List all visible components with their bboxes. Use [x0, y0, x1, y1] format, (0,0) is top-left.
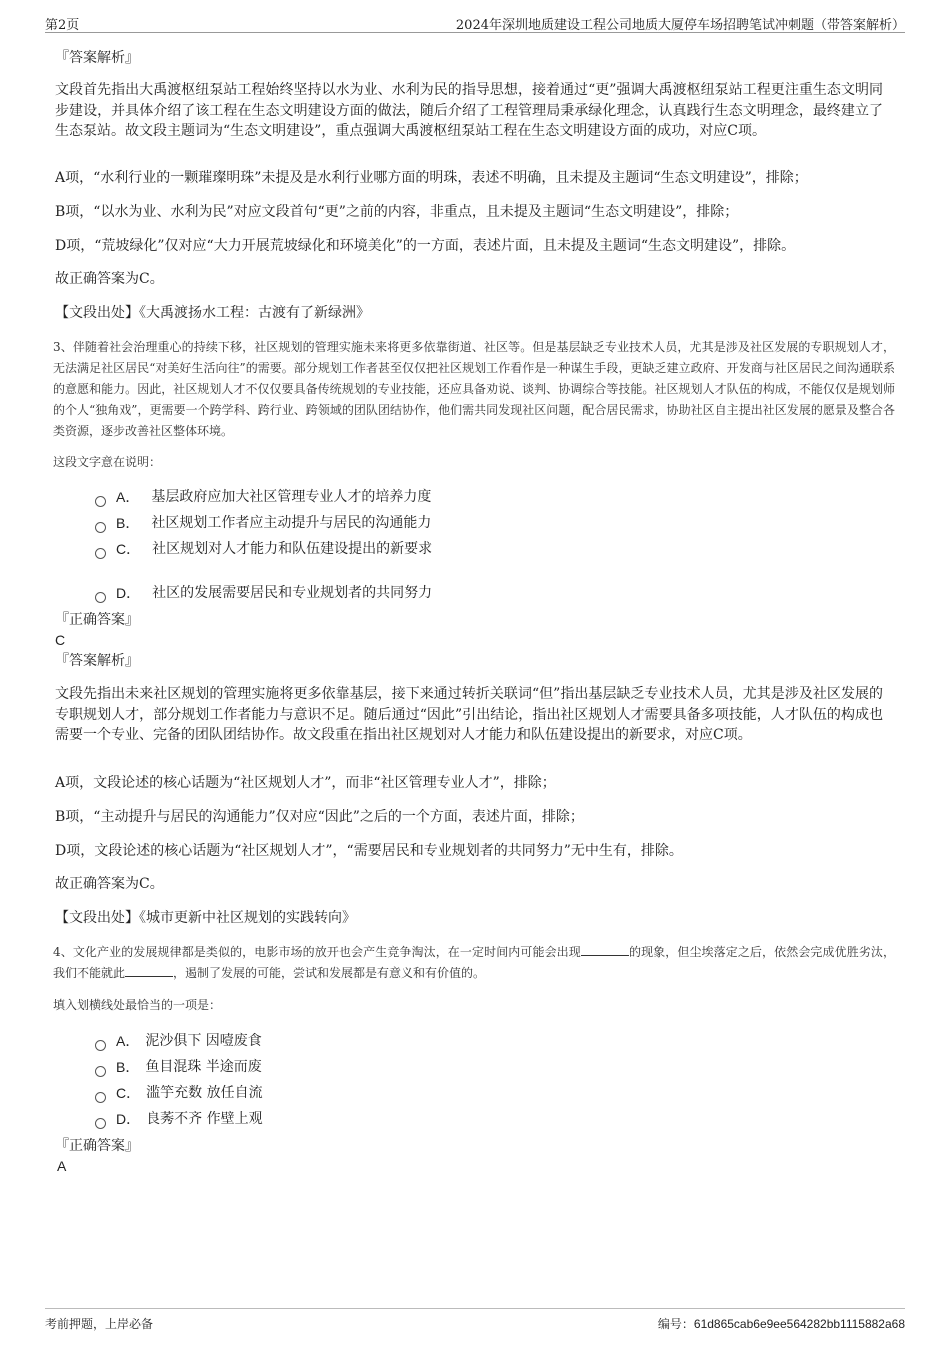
q3-options: [95, 484, 432, 606]
q3-source: 【文段出处】《城市更新中社区规划的实践转向》: [55, 910, 356, 926]
radio-icon[interactable]: [95, 1040, 106, 1051]
page-number: 第2页: [45, 18, 80, 33]
q3-answer: C: [55, 632, 66, 648]
q2-analysis-label: 『答案解析』: [55, 50, 139, 66]
radio-icon[interactable]: [95, 522, 106, 533]
radio-icon[interactable]: [95, 1118, 106, 1129]
q3-analysis-label: 『答案解析』: [55, 653, 139, 669]
q3-option-d[interactable]: D． 社区的发展需要居民和专业规划者的共同努力: [95, 580, 432, 606]
q3-prompt: 这段文字意在说明：: [53, 455, 162, 469]
q3-option-b-analysis: B项，“主动提升与居民的沟通能力”仅对应“因此”之后的一个方面，表述片面，排除；: [55, 809, 584, 825]
q2-analysis: 文段首先指出大禹渡枢纽泵站工程始终坚持以水为业、水利为民的指导思想，接着通过“更”强调大禹渡枢纽泵站工程更注重生态文明同步建设，并具体介绍了该工程在生态文明建设方面的做法，随后介绍了工程管理局秉承绿化理念，认真践行生态文明理念，最终建立了生态泵站。故文段主题词为“生态文明建设”，重点强调大禹渡枢纽泵站工程在生态文明建设方面的成功，对应C项。: [55, 82, 883, 139]
q2-source: 【文段出处】《大禹渡扬水工程：古渡有了新绿洲》: [55, 305, 370, 321]
page-header: [45, 10, 905, 33]
q3-option-a[interactable]: A． 基层政府应加大社区管理专业人才的培养力度: [95, 484, 432, 510]
q4-option-d[interactable]: D． 良莠不齐 作壁上观: [95, 1106, 263, 1132]
document-title: 2024年深圳地质建设工程公司地质大厦停车场招聘笔试冲刺题（带答案解析）: [455, 18, 905, 33]
q3-conclusion: 故正确答案为C。: [55, 876, 164, 892]
q3-analysis: 文段先指出未来社区规划的管理实施将更多依靠基层，接下来通过转折关联词“但”指出基层缺乏专业技术人员，尤其是涉及社区发展的专职规划人才，部分规划工作者能力与意识不足。随后通过“因此”引出结论，指出社区规划人才需要具备多项技能，人才队伍的构成也需要一个专业、完备的团队团结协作。故文段重在指出社区规划对人才能力和队伍建设提出的新要求，对应C项。: [55, 686, 883, 743]
blank-line: [125, 975, 173, 977]
q3-option-b[interactable]: B． 社区规划工作者应主动提升与居民的沟通能力: [95, 510, 432, 536]
q4-stem: 4、文化产业的发展规律都是类似的，电影市场的放开也会产生竞争淘汰，在一定时间内可能会出现 的现象，但尘埃落定之后，依然会完成优胜劣汰，我们不能就此 ，遏制了发展的可能，尝试和发展都是有意义和有价值的。: [53, 945, 895, 980]
q3-option-d-analysis: D项，文段论述的核心话题为“社区规划人才”，“需要居民和专业规划者的共同努力”无中生有，排除。: [55, 843, 683, 859]
q4-option-a[interactable]: A． 泥沙俱下 因噎废食: [95, 1028, 263, 1054]
radio-icon[interactable]: [95, 1092, 106, 1103]
q2-option-d-analysis: D项，“荒坡绿化”仅对应“大力开展荒坡绿化和环境美化”的一方面，表述片面，且未提及主题词“生态文明建设”，排除。: [55, 238, 796, 254]
radio-icon[interactable]: [95, 496, 106, 507]
q4-answer: A: [57, 1158, 67, 1174]
q4-option-c[interactable]: C． 滥竽充数 放任自流: [95, 1080, 263, 1106]
q2-conclusion: 故正确答案为C。: [55, 271, 164, 287]
q3-stem: 3、伴随着社会治理重心的持续下移，社区规划的管理实施未来将更多依靠街道、社区等。但是基层缺乏专业技术人员，尤其是涉及社区发展的专职规划人才，无法满足社区居民“对美好生活向往”的需要。部分规划工作者甚至仅仅把社区规划工作看作是一种谋生手段，更缺乏建立政府、开发商与社区居民之间沟通联系的意愿和能力。因此，社区规划人才不仅仅要具备传统规划的专业技能，还应具备劝说、谈判、协调综合等技能。社区规划人才队伍的构成，不能仅仅是规划师的个人“独角戏”，更需要一个跨学科、跨行业、跨领域的团队团结协作，他们需共同发现社区问题，配合居民需求，协助社区自主提出社区发展的愿景及整合各类资源，逐步改善社区整体环境。: [53, 340, 895, 438]
q4-option-b[interactable]: B． 鱼目混珠 半途而废: [95, 1054, 263, 1080]
radio-icon[interactable]: [95, 592, 106, 603]
q4-answer-label: 『正确答案』: [55, 1138, 139, 1154]
q4-prompt: 填入划横线处最恰当的一项是：: [53, 998, 222, 1012]
q4-options: [95, 1028, 263, 1132]
radio-icon[interactable]: [95, 1066, 106, 1077]
q2-option-a-analysis: A项，“水利行业的一颗璀璨明珠”未提及是水利行业哪方面的明珠，表述不明确，且未提及主题词“生态文明建设”，排除；: [55, 170, 808, 186]
document-id: 编号：61d865cab6e9ee564282bb1115882a68: [657, 1317, 905, 1331]
footer-slogan: 考前押题，上岸必备: [45, 1317, 154, 1331]
radio-icon[interactable]: [95, 548, 106, 559]
q3-answer-label: 『正确答案』: [55, 612, 139, 628]
q3-option-c[interactable]: C． 社区规划对人才能力和队伍建设提出的新要求: [95, 536, 432, 562]
q3-option-a-analysis: A项，文段论述的核心话题为“社区规划人才”，而非“社区管理专业人才”，排除；: [55, 775, 556, 791]
blank-line: [581, 954, 629, 956]
q2-option-b-analysis: B项，“以水为业、水利为民”对应文段首句“更”之前的内容，非重点，且未提及主题词“生态文明建设”，排除；: [55, 204, 739, 220]
page-footer: [45, 1308, 905, 1331]
